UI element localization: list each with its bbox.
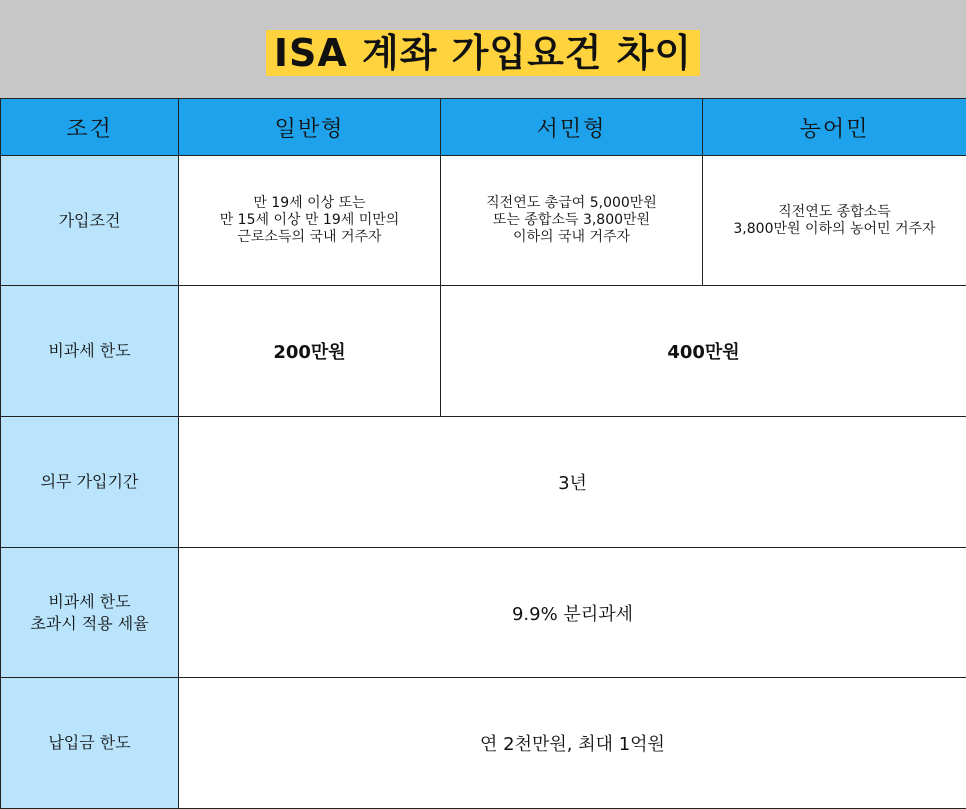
label-deposit-limit: 납입금 한도 xyxy=(1,678,179,809)
cond-line: 직전연도 종합소득 xyxy=(703,204,966,221)
cell-tax-free-general: 200만원 xyxy=(179,286,441,417)
cond-line: 또는 종합소득 3,800만원 xyxy=(441,212,702,229)
row-mandatory-period xyxy=(1,417,966,548)
cell-join-low-income xyxy=(441,156,703,286)
header-low-income: 서민형 xyxy=(441,99,703,156)
label-line: 초과시 적용 세율 xyxy=(1,613,178,635)
cond-line: 근로소득의 국내 거주자 xyxy=(179,229,440,246)
row-tax-free-limit xyxy=(1,286,966,417)
row-join-condition xyxy=(1,156,966,286)
header-farmer: 농어민 xyxy=(703,99,966,156)
label-join-condition: 가입조건 xyxy=(1,156,179,286)
header-general: 일반형 xyxy=(179,99,441,156)
cond-line: 3,800만원 이하의 농어민 거주자 xyxy=(703,221,966,238)
cell-excess-tax: 9.9% 분리과세 xyxy=(179,548,966,678)
row-excess-tax xyxy=(1,548,966,678)
label-excess-tax xyxy=(1,548,179,678)
label-line: 비과세 한도 xyxy=(1,591,178,613)
page-title: ISA 계좌 가입요건 차이 xyxy=(266,30,700,76)
cond-line: 만 15세 이상 만 19세 미만의 xyxy=(179,212,440,229)
cell-mandatory-period: 3년 xyxy=(179,417,966,548)
cond-line: 이하의 국내 거주자 xyxy=(441,229,702,246)
label-mandatory-period: 의무 가입기간 xyxy=(1,417,179,548)
cell-join-farmer xyxy=(703,156,966,286)
cell-tax-free-others: 400만원 xyxy=(441,286,966,417)
cell-deposit-limit: 연 2천만원, 최대 1억원 xyxy=(179,678,966,809)
cond-line: 직전연도 총급여 5,000만원 xyxy=(441,195,702,212)
header-row xyxy=(1,99,966,156)
title-area xyxy=(0,0,966,98)
label-tax-free-limit: 비과세 한도 xyxy=(1,286,179,417)
row-deposit-limit xyxy=(1,678,966,809)
cond-line: 만 19세 이상 또는 xyxy=(179,195,440,212)
cell-join-general xyxy=(179,156,441,286)
header-condition: 조건 xyxy=(1,99,179,156)
comparison-table xyxy=(0,98,966,809)
